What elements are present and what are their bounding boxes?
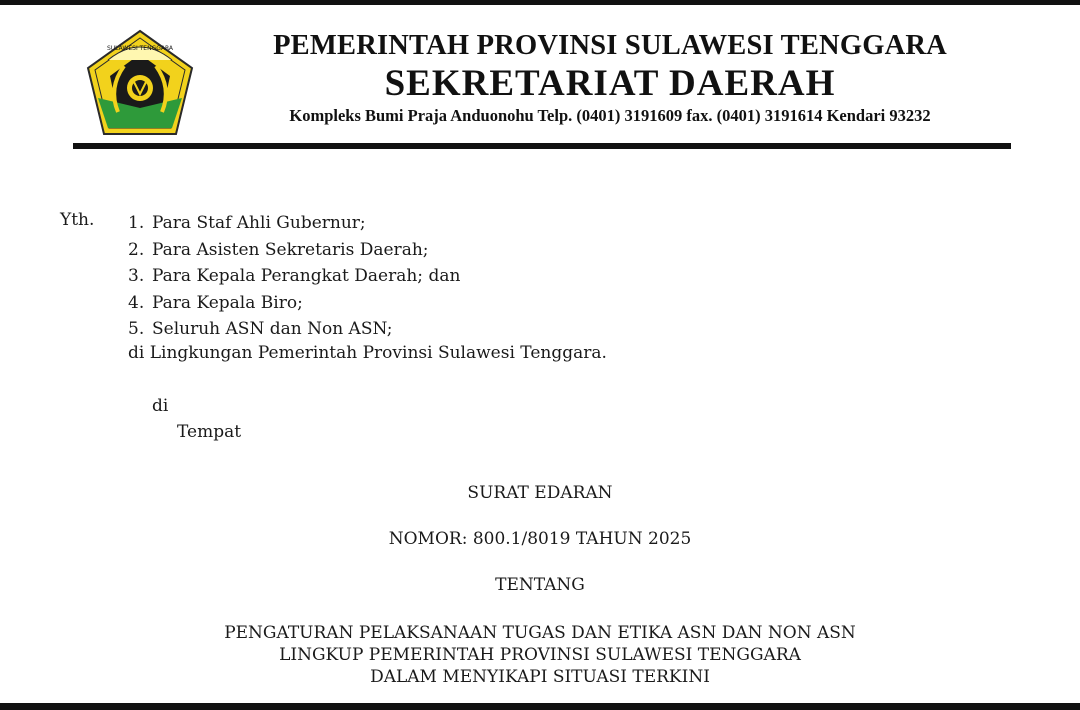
recipient-number: 3.	[128, 266, 145, 286]
letterhead-government-title: PEMERINTAH PROVINSI SULAWESI TENGGARA	[273, 30, 947, 61]
place-label: Tempat	[177, 422, 242, 442]
subject-line: LINGKUP PEMERINTAH PROVINSI SULAWESI TENGGARA	[279, 645, 801, 665]
circular-about-label: TENTANG	[495, 575, 585, 595]
top-border	[0, 0, 1080, 5]
logo-banner-text: SULAWESI TENGGARA	[106, 45, 174, 52]
recipient-number: 1.	[128, 213, 145, 233]
recipient-text: Para Kepala Perangkat Daerah; dan	[152, 266, 461, 286]
recipient-text: Para Staf Ahli Gubernur;	[152, 213, 366, 233]
letterhead-rule	[73, 143, 1011, 149]
recipient-text: Para Asisten Sekretaris Daerah;	[152, 239, 429, 260]
recipient-text: Para Kepala Biro;	[152, 292, 303, 313]
subject-line: PENGATURAN PELAKSANAAN TUGAS DAN ETIKA ASN DAN NON ASN	[224, 623, 856, 643]
letterhead-office-title: SEKRETARIAT DAERAH	[384, 63, 836, 104]
recipient-item	[128, 263, 460, 290]
recipient-item	[128, 237, 460, 264]
circular-subject	[0, 622, 1080, 688]
letterhead-address: Kompleks Bumi Praja Anduonohu Telp. (0401) 3191609 fax. (0401) 3191614 Kendari 93232	[289, 106, 931, 125]
circular-title: SURAT EDARAN	[467, 483, 613, 503]
recipient-number: 5.	[128, 319, 145, 339]
recipient-number: 4.	[128, 292, 145, 313]
province-emblem-logo	[84, 28, 196, 138]
place-preposition: di	[152, 396, 169, 416]
subject-line: DALAM MENYIKAPI SITUASI TERKINI	[370, 667, 710, 687]
salutation: Yth.	[60, 210, 95, 230]
recipient-item	[128, 316, 460, 343]
circular-number: NOMOR: 800.1/8019 TAHUN 2025	[388, 529, 692, 549]
recipient-item	[128, 290, 460, 317]
recipient-item	[128, 210, 460, 237]
recipient-list	[128, 210, 460, 343]
recipient-text: Seluruh ASN dan Non ASN;	[152, 319, 393, 339]
bottom-border	[0, 703, 1080, 710]
recipient-scope: di Lingkungan Pemerintah Provinsi Sulawesi Tenggara.	[128, 343, 607, 363]
recipient-number: 2.	[128, 239, 145, 260]
